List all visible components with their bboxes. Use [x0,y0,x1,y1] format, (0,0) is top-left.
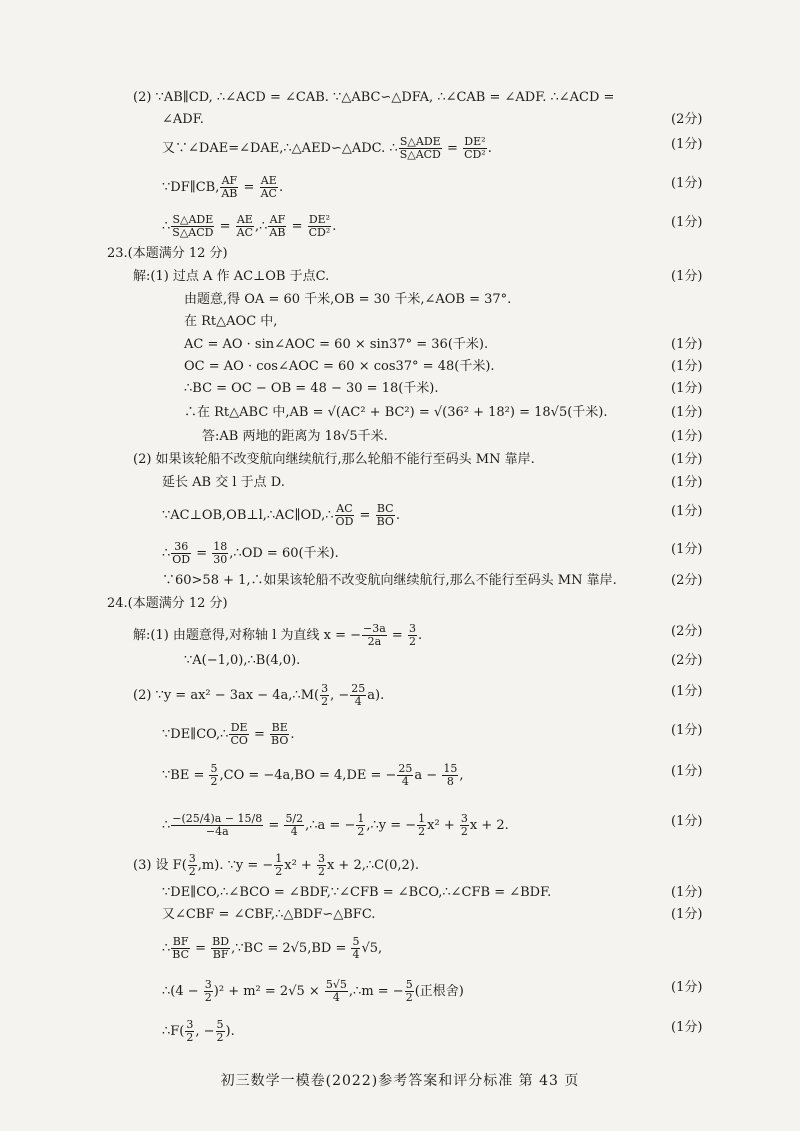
fraction: $\frac{15}{8}$ [443,762,458,788]
fraction: $\frac{5√5}{4}$ [325,978,347,1004]
fraction: $\frac{1}{2}$ [357,812,365,838]
q22-step3-score: (1分) [671,137,703,152]
fraction: $\frac{5}{2}$ [405,978,413,1004]
q22-step2-score: (2分) [671,112,703,127]
fraction: $\frac{3}{2}$ [188,852,196,878]
fraction: $\frac{-(25/4)a - 15/8}{-4a}$ [172,812,263,838]
q22-step1-text: (2) ∵AB∥CD, ∴∠ACD = ∠CAB. ∵△ABC∽△DFA, ∴∠CAB = ∠ADF. ∴∠ACD = [133,90,615,105]
q22-step3-text: 又∵∠DAE=∠DAE,∴△AED∽△ADC. ∴ [162,141,398,156]
q23-title: 23.(本题满分 12 分) [107,246,228,261]
fraction: $\frac{BF}{BC}$ [172,935,189,961]
q22-step4-score: (1分) [671,176,703,191]
fraction: $\frac{5}{2}$ [216,1018,224,1044]
fraction: $\frac{5}{2}$ [210,762,218,788]
fraction: $\frac{3}{2}$ [186,1018,194,1044]
fraction: $\frac{1}{2}$ [275,852,283,878]
fraction: $\frac{AC}{OD}$ [335,502,354,528]
q22-step5-score: (1分) [671,215,703,230]
fraction: $\frac{18}{30}$ [213,540,228,566]
fraction: $\frac{AE}{AC}$ [236,213,254,239]
fraction: $\frac{\text{S△ADE}}{\text{S△ACD}}$ [172,213,214,239]
fraction: $\frac{25}{4}$ [398,762,413,788]
q22-step4-text: ∵DF∥CB, [162,180,220,195]
fraction: $\frac{DE}{CO}$ [230,721,248,747]
fraction: $\frac{36}{OD}$ [172,540,191,566]
fraction: $\frac{AF}{AB}$ [221,174,238,200]
q24-title: 24.(本题满分 12 分) [107,596,228,611]
fraction: $\frac{3}{2}$ [321,682,329,708]
page-footer: 初三数学一模卷(2022)参考答案和评分标准 第 43 页 [220,1073,580,1089]
fraction: $\frac{\text{DE²}}{\text{CD²}}$ [308,213,331,239]
q22-step2-text: ∠ADF. [162,112,204,127]
fraction: $\frac{3}{2}$ [317,852,325,878]
fraction: $\frac{BC}{BO}$ [376,502,394,528]
fraction: $\frac{\text{S△ADE}}{\text{S△ACD}}$ [399,135,441,161]
fraction: $\frac{25}{4}$ [351,682,366,708]
fraction: $\frac{3}{2}$ [408,622,416,648]
fraction: $\frac{5}{4}$ [352,935,360,961]
fraction: $\frac{AE}{AC}$ [260,174,277,200]
fraction: $\frac{AF}{AB}$ [269,213,286,239]
fraction: $\frac{-3a}{2a}$ [363,622,386,648]
fraction: $\frac{1}{2}$ [418,812,426,838]
fraction: $\frac{3}{2}$ [460,812,468,838]
answer-key-page: (2) ∵AB∥CD, ∴∠ACD = ∠CAB. ∵△ABC∽△DFA, ∴∠CAB = ∠ADF. ∴∠ACD = ∠ADF. (2分) 又∵∠DAE=∠DAE,∴△AED∽△ADC. ∴ $\frac{\text{S△ADE}}{\text{S△ACD}}$ = $\frac{\text{DE²}}{\text{CD²}}$ . (1分) ∵DF∥CB, $\frac{AF}{AB}$ = $\frac{AE}{AC}$ . (1分) ∴ $\frac{\text{S△ADE}}{\text{S△ACD}}$ = $\frac{AE}{AC}$ ,∴ $\frac{AF}{AB}$ = $\frac{\text{DE²}}{\text{CD²}}$ . (1分) 23.(本题满分 12 分) 解:(1) 过点 A 作 AC⊥OB 于点C. (1分) 由题意,得 OA = 60 千米,OB = 30 千米,∠AOB = 37°. 在 Rt△AOC 中, AC = AO · sin∠AOC = 60 × sin37° = 36(千米). (1分) OC = AO · cos∠AOC = 60 × cos37° = 48(千米). (1分) ∴BC = OC − OB = 48 − 30 = 18(千米). (1分) ∴在 Rt△ABC 中,AB = √(AC² + BC²) = √(36² + 18²) = 18√5(千米). (1分) 答:AB 两地的距离为 18√5千米. (1分) (2) 如果该轮船不改变航向继续航行,那么轮船不能行至码头 MN 靠岸. (1分) 延长 AB 交 l 于点 D. (1分) ∵AC⊥OB,OB⊥l,∴AC∥OD,∴ $\frac{AC}{OD}$ = $\frac{BC}{BO}$ . (1分) ∴ $\frac{36}{OD}$ = $\frac{18}{30}$ ,∴OD = 60(千米). (1分) ∵60>58 + 1,∴如果该轮船不改变航向继续航行,那么不能行至码头 MN 靠岸. (2分) 24.(本题满分 12 分) 解:(1) 由题意得,对称轴 l 为直线 x = − $\frac{-3a}{2a}$ = $\frac{3}{2}$ . (2分) ∵A(−1,0),∴B(4,0). (2分) (2) ∵y = ax² − 3ax − 4a,∴M( $\frac{3}{2}$ , − $\frac{25}{4}$ a). (1分) ∵DE∥CO,∴ $\frac{DE}{CO}$ = $\frac{BE}{BO}$ . (1分) ∵BE = $\frac{5}{2}$ ,CO = −4a,BO = 4,DE = − $\frac{25}{4}$ a − $\frac{15}{8}$ , (1分) ∴ $\frac{-(25/4)a - 15/8}{-4a}$ = $\frac{5/2}{4}$ ,∴a = − $\frac{1}{2}$ ,∴y = − $\frac{1}{2}$ x² + $\frac{3}{2}$ x + 2. (1分) (3) 设 F( $\frac{3}{2}$ ,m). ∵y = − $\frac{1}{2}$ x² + $\frac{3}{2}$ x + 2,∴C(0,2). ∵DE∥CO,∴∠BCO = ∠BDF,∵∠CFB = ∠BCO,∴∠CFB = ∠BDF. (1分) 又∠CBF = ∠CBF,∴△BDF∽△BFC. (1分) ∴ $\frac{BF}{BC}$ = $\frac{BD}{BF}$ ,∵BC = 2√5,BD = $\frac{5}{4}$ √5, ∴(4 − $\frac{3}{2}$ )² + m² = 2√5 × $\frac{5√5}{4}$ ,∴m = − $\frac{5}{2}$ (正根舍) (1分) ∴F( $\frac{3}{2}$ , − $\frac{5}{2}$ ). (1分) 初三数学一模卷(2022)参考答案和评分标准 第 43 页 [0,0,800,1131]
fraction: $\frac{BE}{BO}$ [271,721,289,747]
fraction: $\frac{5/2}{4}$ [285,812,304,838]
fraction: $\frac{BD}{BF}$ [212,935,230,961]
fraction: $\frac{3}{2}$ [204,978,212,1004]
fraction: $\frac{\text{DE²}}{\text{CD²}}$ [464,135,486,161]
